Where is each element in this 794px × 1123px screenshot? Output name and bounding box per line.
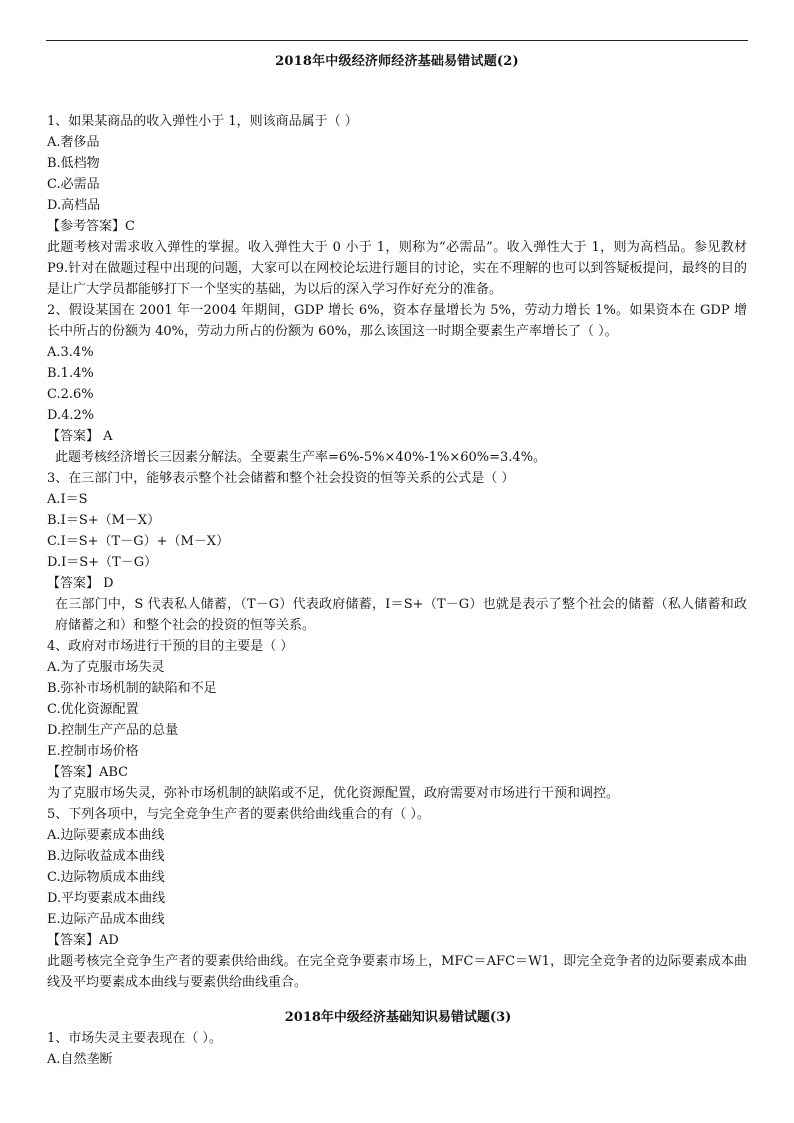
option-d: D.4.2% (47, 408, 95, 423)
explanation: 为了克服市场失灵，弥补市场机制的缺陷或不足，优化资源配置，政府需要对市场进行干预和调控。 (47, 786, 620, 801)
option-c: C.2.6% (47, 387, 94, 402)
option-b: B.I＝S+（M－X） (47, 513, 161, 528)
question-stem: 1、市场失灵主要表现在（ ）。 (47, 1031, 222, 1046)
option-e: E.控制市场价格 (47, 744, 139, 759)
option-a: A.边际要素成本曲线 (47, 828, 165, 843)
answer-label: 【答案】AD (47, 933, 119, 948)
option-b: B.弥补市场机制的缺陷和不足 (47, 681, 217, 696)
section-gap (47, 993, 747, 1007)
option-d: D.I＝S+（T－G） (47, 555, 158, 570)
explanation: 在三部门中，S 代表私人储蓄，（T－G）代表政府储蓄，I＝S+（T－G）也就是表示了整个社会的储蓄（私人储蓄和政府储蓄之和）和整个社会的投资的恒等关系。 (55, 597, 747, 633)
option-d: D.平均要素成本曲线 (47, 891, 166, 906)
question-list (47, 111, 747, 1070)
document-title: 2018年中级经济师经济基础易错试题(2) (275, 54, 519, 69)
option-a: A.3.4% (47, 345, 94, 360)
option-c: C.必需品 (47, 177, 100, 192)
option-b: B.低档物 (47, 156, 100, 171)
question-stem: 2、假设某国在 2001 年一2004 年期间，GDP 增长 6%，资本存量增长为 5%，劳动力增长 1%。如果资本在 GDP 增长中所占的份额为 40%，劳动力所占的份额为 60%，那么该国这一时期全要素生产率增长了（ ）。 (47, 303, 747, 339)
option-c: C.边际物质成本曲线 (47, 870, 165, 885)
option-c: C.优化资源配置 (47, 702, 139, 717)
header-rule (46, 40, 748, 41)
answer-label: 【答案】 A (47, 429, 113, 444)
explanation: 此题考核对需求收入弹性的掌握。收入弹性大于 0 小于 1，则称为“必需品”。收入弹性大于 1，则为高档品。参见教材 P9.针对在做题过程中出现的问题，大家可以在网校论坛进行题目的讨论，实在不理解的也可以到答疑板提问，最终的目的是让广大学员都能够打下一个坚实的基础，为以后的深入学习作好充分的准备。 (47, 240, 747, 297)
option-e: E.边际产品成本曲线 (47, 912, 165, 927)
option-d: D.控制生产产品的总量 (47, 723, 179, 738)
option-a: A.自然垄断 (47, 1052, 113, 1067)
option-a: A.I＝S (47, 492, 88, 507)
option-c: C.I＝S+（T－G）+（M－X） (47, 534, 230, 549)
question-stem: 1、如果某商品的收入弹性小于 1，则该商品属于（ ） (47, 114, 358, 129)
question-stem: 3、在三部门中，能够表示整个社会储蓄和整个社会投资的恒等关系的公式是（ ） (47, 471, 515, 486)
explanation: 此题考核完全竞争生产者的要素供给曲线。在完全竞争要素市场上，MFC＝AFC＝W1，即完全竞争者的边际要素成本曲线及平均要素成本曲线与要素供给曲线重合。 (47, 954, 747, 990)
option-a: A.奢侈品 (47, 135, 100, 150)
option-d: D.高档品 (47, 198, 101, 213)
question-stem: 5、下列各项中，与完全竞争生产者的要素供给曲线重合的有（ ）。 (47, 807, 430, 822)
section-title: 2018年中级经济基础知识易错试题(3) (284, 1010, 512, 1025)
option-b: B.边际收益成本曲线 (47, 849, 165, 864)
answer-label: 【参考答案】C (47, 219, 135, 234)
option-a: A.为了克服市场失灵 (47, 660, 165, 675)
answer-label: 【答案】ABC (47, 765, 129, 780)
option-b: B.1.4% (47, 366, 94, 381)
explanation: 此题考核经济增长三因素分解法。全要素生产率=6%-5%×40%-1%×60%=3.4%。 (55, 450, 547, 465)
answer-label: 【答案】 D (47, 576, 114, 591)
question-stem: 4、政府对市场进行干预的目的主要是（ ） (47, 639, 294, 654)
